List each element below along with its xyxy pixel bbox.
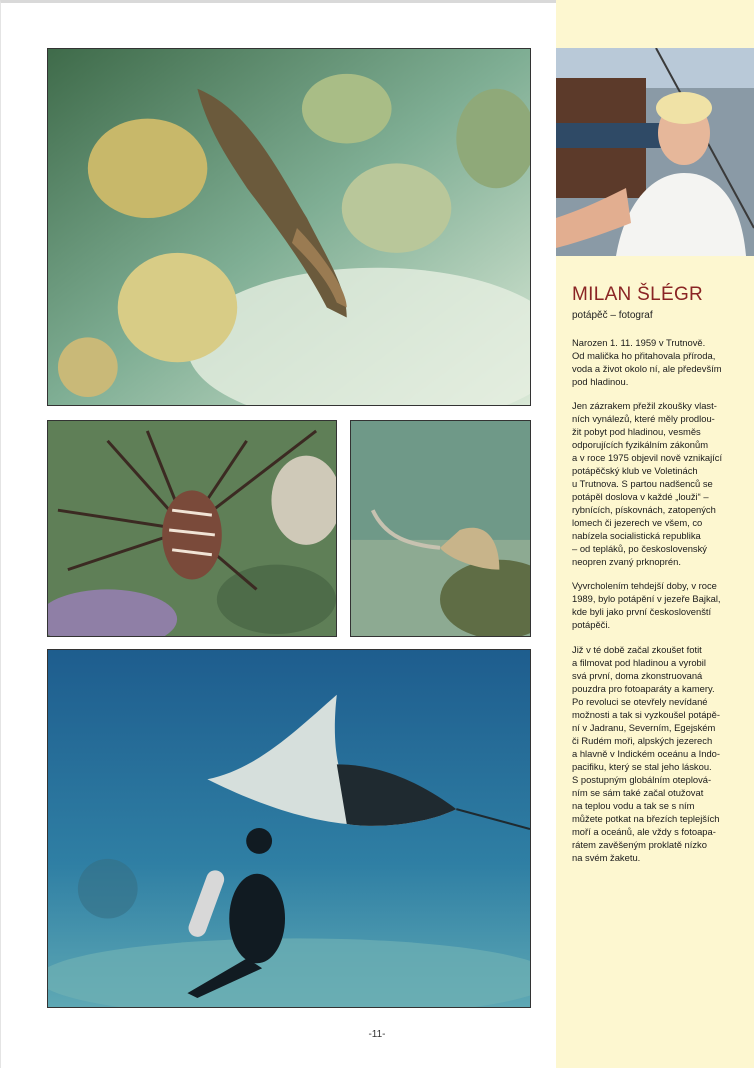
author-role: potápěč – fotograf bbox=[572, 310, 653, 321]
bio-line: odporujících fyzikálním zákonům bbox=[572, 439, 708, 450]
bio-line: možnosti a tak si vyzkoušel potápě- bbox=[572, 709, 720, 720]
bio-line: na svém žaketu. bbox=[572, 852, 641, 863]
bio-line: Po revoluci se otevřely nevídané bbox=[572, 696, 708, 707]
bio-paragraph bbox=[572, 643, 748, 864]
moray-eel-photo bbox=[47, 48, 531, 406]
bio-line: lomech či jezerech ve všem, co bbox=[572, 517, 703, 528]
bio-line: a v roce 1975 objevil nově vznikající bbox=[572, 452, 723, 463]
bio-line: u Trutnova. S partou nadšenců se bbox=[572, 478, 713, 489]
bio-line: pouzdra pro fotoaparáty a kamery. bbox=[572, 683, 715, 694]
bio-line: rátem zavěšeným proklatě nízko bbox=[572, 839, 707, 850]
bio-paragraph bbox=[572, 336, 748, 388]
bio-line: potápěl doslova v každé „louži“ – bbox=[572, 491, 709, 502]
bio-line: Již v té době začal zkoušet fotit bbox=[572, 644, 702, 655]
bio-line: ní v Jadranu, Severním, Egejském bbox=[572, 722, 716, 733]
bio-line: a filmovat pod hladinou a vyrobil bbox=[572, 657, 706, 668]
bio-line: moří a oceánů, ale vždy s fotoapa- bbox=[572, 826, 716, 837]
bio-line: – od tepláků, po československý bbox=[572, 543, 707, 554]
bio-line: Od malička ho přitahovala příroda, bbox=[572, 350, 716, 361]
bio-line: rybnících, pískovnách, zatopených bbox=[572, 504, 716, 515]
bio-line: S postupným globálním oteplová- bbox=[572, 774, 712, 785]
bio-line: a hlavně v Indickém oceánu a Indo- bbox=[572, 748, 721, 759]
author-portrait-photo bbox=[556, 48, 754, 256]
bio-line: na teplou vodu a tak se s ním bbox=[572, 800, 695, 811]
bio-line: pod hladinou. bbox=[572, 376, 629, 387]
bio-line: ním se sám také začal otužovat bbox=[572, 787, 704, 798]
bio-line: pacifiku, který se stal jeho láskou. bbox=[572, 761, 712, 772]
author-name: MILAN ŠLÉGR bbox=[572, 284, 704, 305]
bio-line: Jen zázrakem přežil zkoušky vlast- bbox=[572, 400, 717, 411]
bio-line: voda a život okolo ní, ale především bbox=[572, 363, 722, 374]
bio-line: potápěči. bbox=[572, 619, 611, 630]
page-number: -11- bbox=[368, 1029, 386, 1040]
bio-line: ních vynálezů, které měly prodlou- bbox=[572, 413, 715, 424]
bio-line: neopren zvaný prknoprén. bbox=[572, 556, 681, 567]
bio-line: kde byli jako první českoslovenští bbox=[572, 606, 712, 617]
bio-line: můžete potkat na březích teplejších bbox=[572, 813, 720, 824]
bio-line: 1989, bylo potápění v jezeře Bajkal, bbox=[572, 593, 721, 604]
bio-line: Narozen 1. 11. 1959 v Trutnově. bbox=[572, 337, 706, 348]
lionfish-photo bbox=[47, 420, 337, 637]
bio-line: potápěčský klub ve Voletinách bbox=[572, 465, 698, 476]
bio-line: nabízela socialistická republika bbox=[572, 530, 701, 541]
manta-ray-diver-photo bbox=[47, 649, 531, 1008]
bio-paragraph bbox=[572, 399, 748, 568]
bio-line: žit pobyt pod hladinou, vesměs bbox=[572, 426, 701, 437]
bio-line: svá první, doma zkonstruovaná bbox=[572, 670, 703, 681]
stingray-photo bbox=[350, 420, 531, 637]
bio-line: Vyvrcholením tehdejší doby, v roce bbox=[572, 580, 717, 591]
bio-paragraph bbox=[572, 579, 748, 631]
bio-line: či Rudém moři, alpských jezerech bbox=[572, 735, 713, 746]
